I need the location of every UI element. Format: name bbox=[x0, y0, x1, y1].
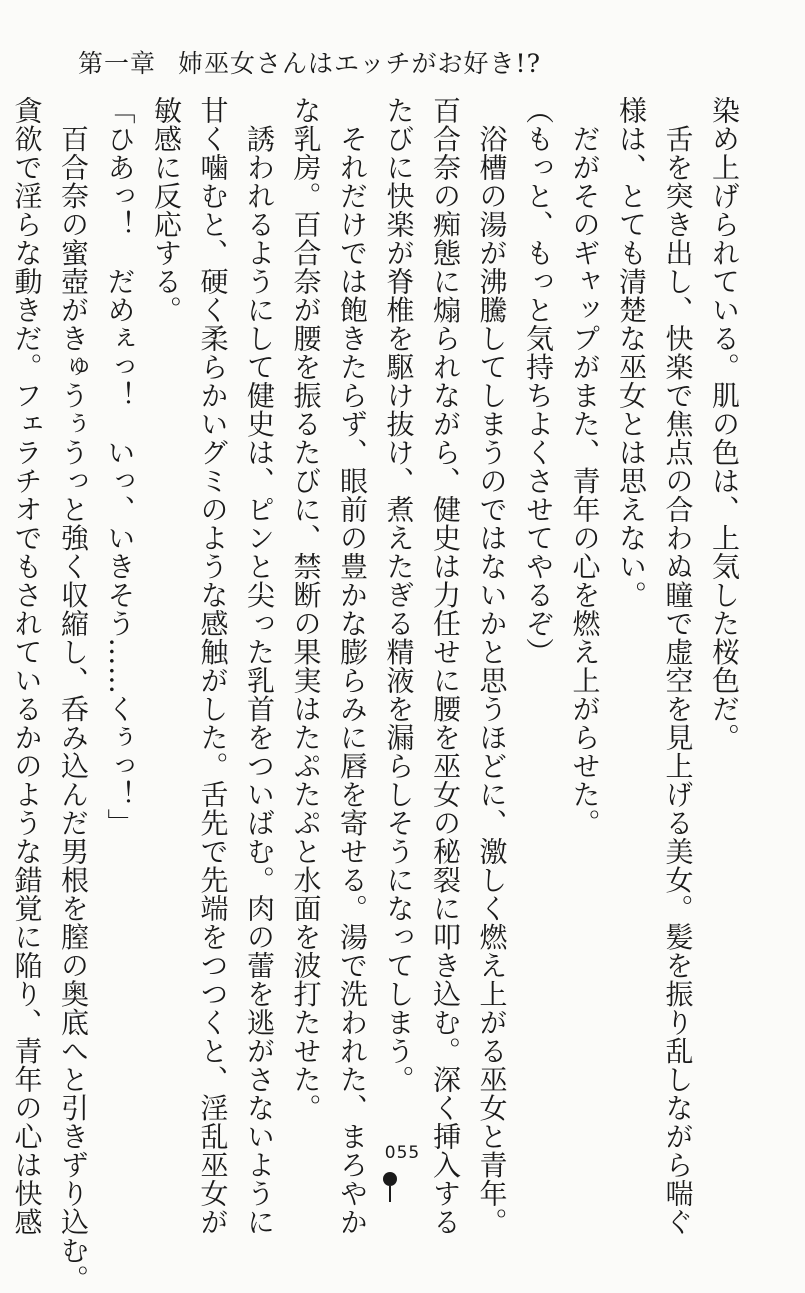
text-column: な乳房。百合奈が腰を振るたびに、禁断の果実はたぷたぷと水面を波打たせた。 bbox=[289, 96, 323, 1122]
chapter-label: 第一章 bbox=[78, 49, 157, 78]
text-column: たびに快楽が脊椎を駆け抜け、煮えたぎる精液を漏らしそうになってしまう。 bbox=[382, 96, 416, 1094]
text-column: 甘く噛むと、硬く柔らかいグミのような感触がした。舌先で先端をつつくと、淫乱巫女が bbox=[196, 96, 230, 1236]
chapter-title: 姉巫女さんはエッチがお好き!? bbox=[178, 49, 541, 78]
text-column: 敏感に反応する。 bbox=[150, 96, 183, 324]
text-column: 浴槽の湯が沸騰してしまうのではないかと思うほどに、激しく燃え上がる巫女と青年。 bbox=[475, 96, 509, 1236]
text-column: 誘われるようにして健史は、ピンと尖った乳首をついばむ。肉の蕾を逃がさないように bbox=[243, 96, 276, 1236]
page-number: 055 bbox=[384, 1143, 421, 1163]
text-column: 舌を突き出し、快楽で焦点の合わぬ瞳で虚空を見上げる美女。髪を振り乱しながら喘ぐ bbox=[661, 96, 695, 1236]
text-column: だがそのギャップがまた、青年の心を燃え上がらせた。 bbox=[568, 96, 602, 837]
text-column: それだけでは飽きたらず、眼前の豊かな膨らみに唇を寄せる。湯で洗われた、まろやか bbox=[336, 96, 369, 1236]
running-head bbox=[78, 44, 541, 80]
text-column: 貪欲で淫らな動きだ。フェラチオでもされているかのような錯覚に陥り、青年の心は快感 bbox=[10, 96, 44, 1236]
text-column: （もっと、もっと気持ちよくさせてやるぞ） bbox=[522, 96, 555, 666]
page-bullet-icon bbox=[383, 1172, 397, 1186]
text-column: 百合奈の蜜壺がきゅうぅうっと強く収縮し、呑み込んだ男根を膣の奥底へと引きずり込む。 bbox=[57, 96, 90, 1293]
text-column: 百合奈の痴態に煽られながら、健史は力任せに腰を巫女の秘裂に叩き込む。深く挿入する bbox=[429, 96, 462, 1236]
text-column: 様は、とても清楚な巫女とは思えない。 bbox=[615, 96, 648, 609]
text-column: 「ひあっ！ だめぇっ！ いっ、いきそう……くぅっ！」 bbox=[103, 96, 137, 837]
text-column: 染め上げられている。肌の色は、上気した桜色だ。 bbox=[708, 96, 741, 752]
